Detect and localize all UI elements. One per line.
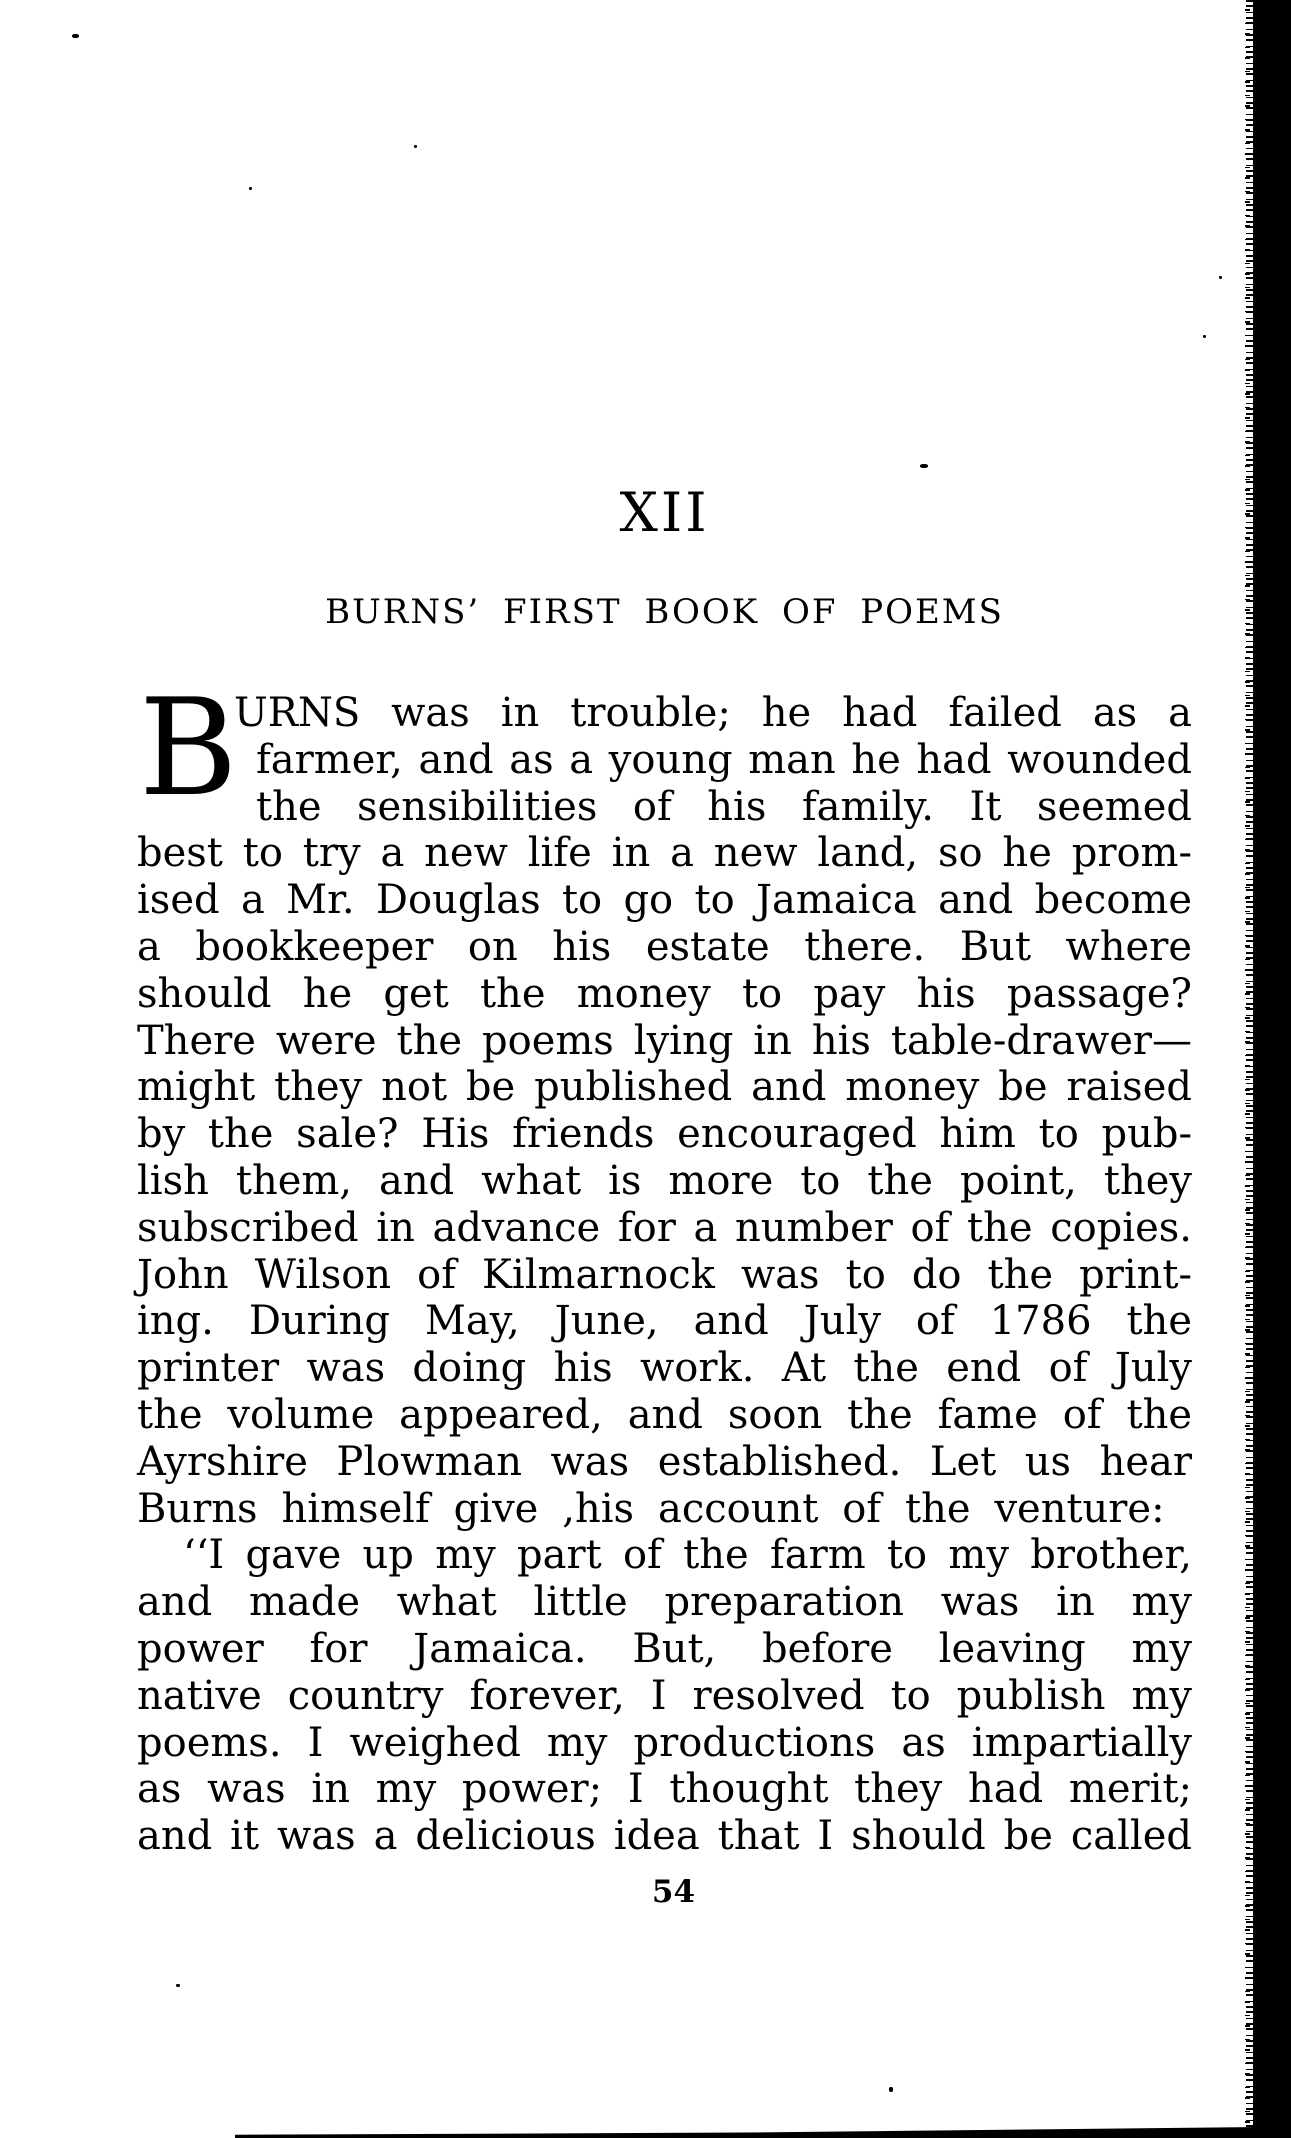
text-line: John Wilson of Kilmarnock was to do the print- bbox=[137, 1251, 1192, 1298]
text-line: ‘‘I gave up my part of the farm to my brother, bbox=[183, 1532, 1192, 1579]
ink-speck bbox=[72, 34, 79, 38]
text-line: a bookkeeper on his estate there. But where bbox=[137, 923, 1192, 970]
scan-edge-noise bbox=[1245, 0, 1250, 2138]
text-line: the volume appeared, and soon the fame of the bbox=[137, 1391, 1192, 1438]
text-line: There were the poems lying in his table-drawer— bbox=[137, 1017, 1192, 1064]
drop-cap: B bbox=[139, 670, 238, 826]
text-line: Ayrshire Plowman was established. Let us hear bbox=[137, 1438, 1192, 1485]
scan-bottom-line bbox=[235, 2125, 1261, 2138]
ink-speck bbox=[889, 2087, 893, 2092]
text-line: URNS was in trouble; he had failed as a bbox=[234, 690, 1192, 736]
text-line: and it was a delicious idea that I should be called bbox=[137, 1813, 1192, 1860]
text-line: ing. During May, June, and July of 1786 the bbox=[137, 1298, 1192, 1345]
text-line: might they not be published and money be raised bbox=[137, 1064, 1192, 1111]
text-line: power for Jamaica. But, before leaving my bbox=[137, 1625, 1192, 1672]
chapter-number: XII bbox=[619, 481, 710, 544]
ink-speck bbox=[920, 464, 928, 468]
text-line: Burns himself give ,his account of the venture: bbox=[137, 1485, 1165, 1532]
text-line: ised a Mr. Douglas to go to Jamaica and become bbox=[137, 877, 1192, 924]
text-line: native country forever, I resolved to publish my bbox=[137, 1672, 1192, 1719]
text-line: and made what little preparation was in my bbox=[137, 1579, 1192, 1626]
ink-speck bbox=[414, 145, 417, 148]
text-line: printer was doing his work. At the end of July bbox=[137, 1345, 1192, 1392]
scan-edge-band bbox=[1253, 0, 1291, 2138]
text-line: should he get the money to pay his passage? bbox=[137, 970, 1192, 1017]
ink-speck bbox=[1219, 276, 1222, 279]
ink-speck bbox=[176, 1984, 180, 1987]
chapter-title: BURNS’ FIRST BOOK OF POEMS bbox=[325, 592, 1004, 632]
text-line: subscribed in advance for a number of the copies. bbox=[137, 1204, 1192, 1251]
text-line: farmer, and as a young man he had wounded bbox=[256, 736, 1192, 783]
ink-speck bbox=[249, 187, 252, 190]
text-line: best to try a new life in a new land, so he prom- bbox=[137, 830, 1192, 877]
text-line: as was in my power; I thought they had merit; bbox=[137, 1766, 1192, 1813]
text-line: the sensibilities of his family. It seemed bbox=[256, 783, 1192, 830]
text-line: by the sale? His friends encouraged him to pub- bbox=[137, 1111, 1192, 1158]
page-number: 54 bbox=[651, 1874, 696, 1910]
text-line: poems. I weighed my productions as impartially bbox=[137, 1719, 1192, 1766]
body-text bbox=[137, 690, 1192, 1860]
ink-speck bbox=[1203, 335, 1206, 338]
text-line: lish them, and what is more to the point, they bbox=[137, 1157, 1192, 1204]
